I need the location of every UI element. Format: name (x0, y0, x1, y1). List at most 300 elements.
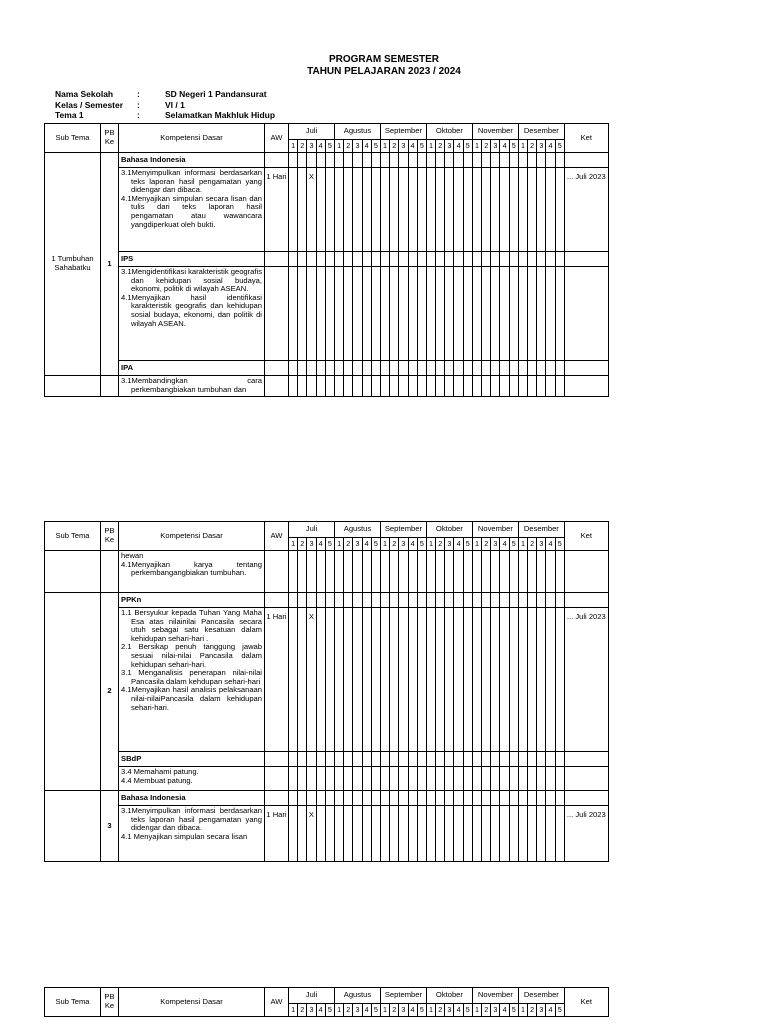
week-mark: X (307, 806, 316, 862)
week-cell (445, 267, 454, 361)
col-header-kompetensi-dasar: Kompetensi Dasar (119, 522, 265, 551)
week-cell (380, 767, 389, 791)
week-cell (426, 376, 435, 397)
week-cell (417, 376, 426, 397)
week-cell (417, 267, 426, 361)
kd-item: 4.1Menyajikan karya tentang perkembangangbiakan tumbuhan. (121, 559, 262, 578)
week-cell (371, 153, 380, 168)
week-number: 1 (380, 538, 389, 551)
week-cell (445, 752, 454, 767)
week-cell (316, 608, 325, 752)
week-cell (528, 791, 537, 806)
week-cell (298, 168, 307, 252)
month-header: Agustus (335, 988, 381, 1004)
kd-item: 1.1 Bersyukur kepada Tuhan Yang Maha Esa atas nilainilai Pancasila secara utuh sebagai satu kesatuan dalam kehidupan sehari-hari . (121, 608, 262, 643)
week-number: 2 (528, 140, 537, 153)
week-cell (390, 361, 399, 376)
aw-value: 1 Hari (265, 806, 289, 862)
week-number: 4 (408, 1004, 417, 1017)
week-number: 4 (546, 140, 555, 153)
week-cell (537, 168, 546, 252)
week-cell (344, 361, 353, 376)
week-cell (335, 361, 344, 376)
week-cell (445, 767, 454, 791)
week-cell (445, 168, 454, 252)
week-number: 4 (408, 538, 417, 551)
week-cell (390, 767, 399, 791)
kd-item: 3.4 Memahami patung. (121, 767, 199, 776)
kompetensi-dasar-cell (119, 551, 265, 593)
week-cell (371, 551, 380, 593)
week-cell (399, 806, 408, 862)
week-cell (454, 767, 463, 791)
week-cell (509, 168, 518, 252)
week-cell (546, 791, 555, 806)
week-number: 5 (371, 140, 380, 153)
week-cell (454, 267, 463, 361)
document-subtitle: TAHUN PELAJARAN 2023 / 2024 (307, 66, 461, 77)
week-cell (555, 168, 564, 252)
week-cell (289, 168, 298, 252)
week-cell (408, 252, 417, 267)
week-cell (362, 267, 371, 361)
week-cell (491, 153, 500, 168)
week-cell (371, 752, 380, 767)
week-cell (491, 752, 500, 767)
week-cell (491, 252, 500, 267)
week-number: 1 (518, 1004, 527, 1017)
semester-table-page-1 (44, 123, 609, 397)
week-number: 5 (417, 140, 426, 153)
week-cell (463, 608, 472, 752)
week-cell (408, 551, 417, 593)
week-cell (546, 551, 555, 593)
week-cell (463, 593, 472, 608)
week-cell (491, 361, 500, 376)
week-cell (417, 791, 426, 806)
week-cell (417, 153, 426, 168)
week-cell (371, 593, 380, 608)
week-number: 5 (555, 1004, 564, 1017)
week-cell (408, 806, 417, 862)
info-value: SD Negeri 1 Pandansurat (165, 89, 267, 99)
week-cell (353, 361, 362, 376)
week-cell (298, 752, 307, 767)
week-cell (436, 593, 445, 608)
week-number: 3 (537, 140, 546, 153)
week-number: 3 (537, 1004, 546, 1017)
kd-item: 4.1 Menyajikan simpulan secara lisan (121, 831, 248, 841)
week-cell (500, 252, 509, 267)
week-cell (555, 267, 564, 361)
week-cell (399, 153, 408, 168)
week-cell (426, 267, 435, 361)
week-cell (537, 767, 546, 791)
week-cell (390, 252, 399, 267)
week-cell (362, 593, 371, 608)
week-cell (454, 752, 463, 767)
month-header: Juli (289, 522, 335, 538)
kompetensi-dasar-cell (119, 608, 265, 752)
week-cell (390, 168, 399, 252)
week-cell (408, 752, 417, 767)
week-number: 1 (472, 538, 481, 551)
week-cell (482, 252, 491, 267)
week-cell (325, 168, 334, 252)
week-number: 3 (445, 1004, 454, 1017)
week-cell (546, 361, 555, 376)
week-cell (436, 791, 445, 806)
week-cell (417, 168, 426, 252)
subject-ipa: IPA (119, 361, 265, 376)
week-number: 5 (325, 538, 334, 551)
week-cell (472, 252, 481, 267)
aw-cell (265, 153, 289, 168)
week-cell (335, 791, 344, 806)
week-cell (555, 551, 564, 593)
week-number: 4 (546, 1004, 555, 1017)
week-cell (537, 361, 546, 376)
kd-item: hewan (121, 551, 144, 560)
kd-item: 3.1Membandingkan cara perkembangbiakan tumbuhan dan (121, 376, 262, 394)
week-cell (546, 608, 555, 752)
week-number: 1 (289, 538, 298, 551)
week-cell (445, 376, 454, 397)
week-cell (344, 551, 353, 593)
week-cell (408, 153, 417, 168)
week-cell (509, 752, 518, 767)
week-cell (408, 267, 417, 361)
ket-cell (564, 767, 608, 791)
week-cell (390, 791, 399, 806)
week-cell (362, 752, 371, 767)
week-cell (426, 752, 435, 767)
week-cell (289, 752, 298, 767)
info-label: Nama Sekolah (55, 89, 114, 99)
week-cell (509, 267, 518, 361)
week-cell (546, 767, 555, 791)
week-cell (555, 752, 564, 767)
week-cell (316, 376, 325, 397)
week-cell (380, 806, 389, 862)
col-header-sub-tema: Sub Tema (45, 124, 101, 153)
pb-value: 2 (101, 593, 119, 791)
kd-item: 4.1Menyajikan hasil analisis pelaksanaan nilai-nilaiPancasila dalam kehidupan sehari-hari. (121, 685, 262, 712)
week-cell (454, 252, 463, 267)
week-cell (353, 767, 362, 791)
week-cell (537, 267, 546, 361)
kd-item: 3.1Menyimpulkan informasi berdasarkan teks laporan hasil pengamatan yang didengar dan dibaca. (121, 168, 262, 195)
week-cell (518, 767, 527, 791)
col-header-sub-tema: Sub Tema (45, 522, 101, 551)
week-cell (482, 767, 491, 791)
week-cell (555, 252, 564, 267)
sub-tema-cell (45, 791, 101, 862)
week-cell (298, 153, 307, 168)
week-cell (528, 361, 537, 376)
week-cell (491, 791, 500, 806)
week-cell (289, 551, 298, 593)
week-cell (353, 376, 362, 397)
week-cell (325, 376, 334, 397)
week-cell (426, 551, 435, 593)
week-cell (463, 551, 472, 593)
week-cell (316, 593, 325, 608)
week-cell (335, 376, 344, 397)
week-cell (491, 608, 500, 752)
week-cell (325, 608, 334, 752)
aw-cell (265, 767, 289, 791)
week-cell (380, 376, 389, 397)
aw-value: 1 Hari (265, 608, 289, 752)
week-cell (417, 608, 426, 752)
pb-cell (101, 376, 119, 397)
week-cell (537, 252, 546, 267)
week-cell (325, 551, 334, 593)
week-cell (436, 752, 445, 767)
month-header: September (380, 988, 426, 1004)
week-mark: X (307, 168, 316, 252)
week-cell (362, 791, 371, 806)
week-cell (436, 608, 445, 752)
week-cell (518, 361, 527, 376)
week-cell (325, 806, 334, 862)
info-value: Selamatkan Makhluk Hidup (165, 110, 276, 120)
week-cell (307, 593, 316, 608)
week-cell (371, 791, 380, 806)
week-cell (454, 168, 463, 252)
week-cell (509, 252, 518, 267)
week-cell (500, 168, 509, 252)
week-cell (537, 551, 546, 593)
week-cell (325, 252, 334, 267)
ket-cell (564, 252, 608, 267)
week-cell (472, 551, 481, 593)
week-cell (500, 376, 509, 397)
week-cell (408, 767, 417, 791)
week-cell (445, 252, 454, 267)
week-cell (528, 153, 537, 168)
week-cell (463, 267, 472, 361)
week-cell (335, 551, 344, 593)
kd-item: 2.1 Bersikap penuh tanggung jawab sesuai nilai-nilai Pancasila dalam kehidupan sehari-hari. (121, 642, 262, 669)
week-number: 1 (380, 1004, 389, 1017)
ket-value: ... Juli 2023 (564, 608, 608, 752)
week-cell (344, 608, 353, 752)
week-number: 1 (426, 538, 435, 551)
col-header-pb-ke: PB Ke (101, 988, 119, 1017)
week-cell (537, 608, 546, 752)
week-number: 2 (344, 1004, 353, 1017)
week-cell (509, 767, 518, 791)
week-cell (380, 153, 389, 168)
week-cell (353, 593, 362, 608)
week-cell (298, 806, 307, 862)
week-cell (546, 153, 555, 168)
week-number: 3 (307, 140, 316, 153)
week-cell (436, 361, 445, 376)
aw-cell (265, 361, 289, 376)
week-cell (371, 376, 380, 397)
week-cell (289, 361, 298, 376)
week-cell (500, 752, 509, 767)
week-cell (335, 752, 344, 767)
month-header: Oktober (426, 522, 472, 538)
week-cell (445, 593, 454, 608)
week-cell (436, 806, 445, 862)
week-cell (298, 361, 307, 376)
week-number: 5 (509, 538, 518, 551)
week-cell (325, 767, 334, 791)
week-cell (380, 168, 389, 252)
subject-ppkn: PPKn (119, 593, 265, 608)
week-cell (472, 361, 481, 376)
week-number: 4 (454, 140, 463, 153)
page-header (0, 54, 768, 78)
week-cell (298, 551, 307, 593)
week-cell (417, 593, 426, 608)
document-title: PROGRAM SEMESTER (328, 54, 439, 65)
week-cell (380, 267, 389, 361)
info-label: Kelas / Semester (55, 99, 124, 110)
week-cell (362, 252, 371, 267)
aw-cell (265, 752, 289, 767)
week-cell (454, 806, 463, 862)
week-cell (362, 806, 371, 862)
week-cell (417, 752, 426, 767)
week-cell (289, 153, 298, 168)
week-cell (399, 551, 408, 593)
subject-ips: IPS (119, 252, 265, 267)
week-number: 2 (528, 538, 537, 551)
week-cell (316, 767, 325, 791)
kompetensi-dasar-cell (119, 376, 265, 397)
week-cell (380, 791, 389, 806)
week-cell (463, 806, 472, 862)
week-cell (371, 267, 380, 361)
week-number: 1 (380, 140, 389, 153)
aw-value: 1 Hari (265, 168, 289, 252)
kd-item: 3.1 Menganalisis penerapan nilai-nilai Pancasila dalam kehdupan sehari-hari (121, 668, 262, 686)
week-cell (509, 593, 518, 608)
week-number: 5 (555, 140, 564, 153)
week-cell (316, 267, 325, 361)
week-cell (537, 376, 546, 397)
week-cell (500, 791, 509, 806)
week-cell (426, 252, 435, 267)
week-cell (371, 252, 380, 267)
week-number: 2 (436, 1004, 445, 1017)
week-number: 1 (518, 538, 527, 551)
week-cell (491, 806, 500, 862)
week-cell (380, 252, 389, 267)
week-cell (482, 551, 491, 593)
week-cell (344, 752, 353, 767)
week-number: 3 (491, 140, 500, 153)
month-header: Juli (289, 124, 335, 140)
week-number: 4 (500, 140, 509, 153)
week-cell (491, 376, 500, 397)
week-number: 4 (316, 140, 325, 153)
week-cell (390, 551, 399, 593)
week-cell (353, 551, 362, 593)
week-cell (482, 168, 491, 252)
week-cell (371, 806, 380, 862)
month-header: November (472, 124, 518, 140)
week-cell (436, 252, 445, 267)
week-cell (454, 551, 463, 593)
week-cell (307, 267, 316, 361)
week-cell (417, 252, 426, 267)
week-cell (472, 752, 481, 767)
week-cell (344, 376, 353, 397)
week-number: 1 (289, 140, 298, 153)
week-cell (426, 608, 435, 752)
week-cell (289, 791, 298, 806)
week-cell (463, 168, 472, 252)
week-number: 5 (371, 538, 380, 551)
week-number: 1 (335, 1004, 344, 1017)
week-cell (390, 593, 399, 608)
kd-item: 3.1Menyimpulkan informasi berdasarkan teks laporan hasil pengamatan yang didengar dan dibaca. (121, 806, 262, 833)
week-cell (390, 153, 399, 168)
semester-table-page-2 (44, 521, 609, 862)
week-cell (518, 168, 527, 252)
week-cell (555, 767, 564, 791)
week-cell (537, 593, 546, 608)
week-cell (298, 593, 307, 608)
week-cell (463, 153, 472, 168)
week-number: 4 (408, 140, 417, 153)
week-cell (390, 608, 399, 752)
week-cell (335, 153, 344, 168)
week-cell (546, 806, 555, 862)
week-cell (344, 168, 353, 252)
info-row (55, 100, 275, 111)
week-cell (537, 153, 546, 168)
week-number: 4 (362, 1004, 371, 1017)
week-cell (417, 361, 426, 376)
week-number: 1 (335, 538, 344, 551)
sub-tema-cell (45, 551, 101, 593)
week-cell (528, 752, 537, 767)
col-header-kompetensi-dasar: Kompetensi Dasar (119, 988, 265, 1017)
week-cell (491, 267, 500, 361)
week-cell (371, 361, 380, 376)
week-number: 3 (399, 538, 408, 551)
week-cell (518, 593, 527, 608)
week-cell (408, 168, 417, 252)
week-number: 2 (298, 538, 307, 551)
ket-cell (564, 153, 608, 168)
subject-bahasa-indonesia: Bahasa Indonesia (119, 791, 265, 806)
week-cell (307, 252, 316, 267)
week-cell (482, 752, 491, 767)
month-header: Desember (518, 124, 564, 140)
kompetensi-dasar-cell (119, 767, 265, 791)
week-cell (482, 267, 491, 361)
week-cell (353, 752, 362, 767)
month-header: Agustus (335, 124, 381, 140)
week-cell (426, 361, 435, 376)
week-number: 3 (491, 1004, 500, 1017)
week-cell (344, 153, 353, 168)
week-number: 1 (518, 140, 527, 153)
week-number: 5 (417, 1004, 426, 1017)
info-label: Tema 1 (55, 110, 84, 120)
ket-cell (564, 551, 608, 593)
month-header: November (472, 988, 518, 1004)
